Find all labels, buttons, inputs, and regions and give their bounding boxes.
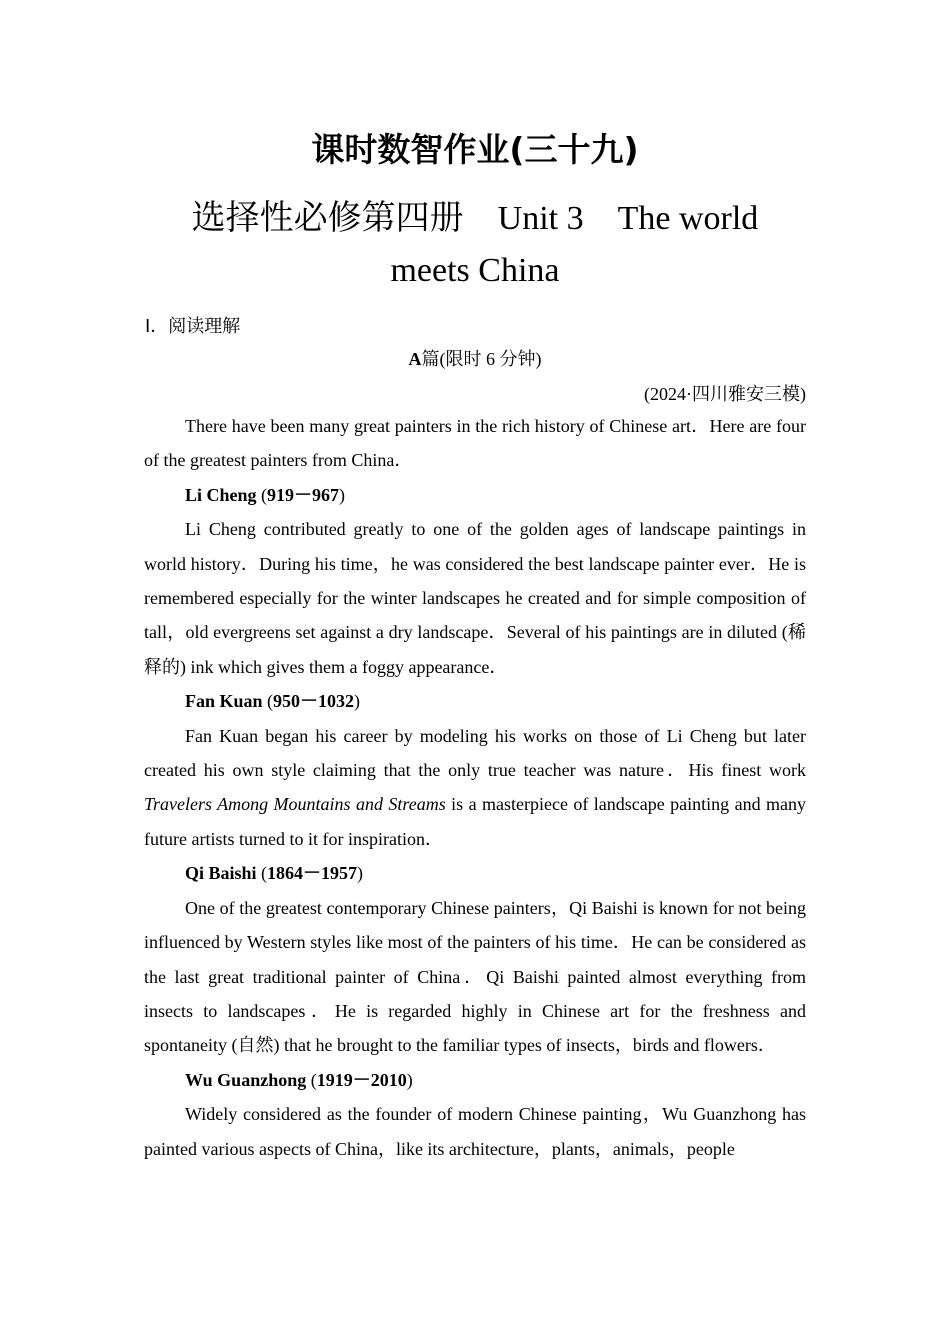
assignment-title: 课时数智作业(三十九) <box>311 130 639 169</box>
painter-heading: Li Cheng (919－967) <box>185 484 346 505</box>
painter-name: Wu Guanzhong <box>185 1069 307 1090</box>
passage-time-limit: 篇(限时 6 分钟) <box>421 349 542 369</box>
painter-paragraph: Widely considered as the founder of modern Chinese painting，Wu Guanzhong has painted various aspects of China，like its architecture，plants，animals，people <box>144 1104 806 1159</box>
paragraph-text: Fan Kuan began his career by modeling his works on those of Li Cheng but later created his own style claiming that the only true teacher was nature．His finest work <box>144 725 806 781</box>
painter-heading: Fan Kuan (950－1032) <box>185 691 361 712</box>
paragraph-text: is a masterpiece of landscape painting and many future artists turned to it for inspiration． <box>144 794 806 849</box>
painter-years: 1864－1957 <box>267 863 358 884</box>
intro-paragraph: There have been many great painters in the rich history of Chinese art．Here are four of the greatest painters from China． <box>144 416 806 471</box>
painter-name: Fan Kuan <box>185 691 263 712</box>
painter-heading: Qi Baishi (1864－1957) <box>185 863 364 884</box>
painter-name: Qi Baishi <box>185 863 257 884</box>
section-heading: Ⅰ．阅读理解 <box>145 316 241 337</box>
painter-paragraph: One of the greatest contemporary Chinese painters，Qi Baishi is known for not being influenced by Western styles like most of the painters of his time．He can be considered as the last great traditional painter of China．Qi Baishi painted almost everything from insects to landscapes．He is regarded highly in Chinese art for the freshness and spontaneity (自然) that he brought to the familiar types of insects，birds and flowers． <box>144 897 806 1056</box>
passage-letter: A <box>408 349 422 369</box>
unit-subtitle-line1: 选择性必修第四册 Unit 3 The world <box>191 200 759 237</box>
painter-years: 919－967 <box>267 484 340 505</box>
source-citation: (2024·四川雅安三模) <box>644 384 806 404</box>
artwork-title: Travelers Among Mountains and Streams <box>144 794 446 815</box>
painter-name: Li Cheng <box>185 484 257 505</box>
painter-paragraph: Li Cheng contributed greatly to one of the golden ages of landscape paintings in world history．During his time，he was considered the best landscape painter ever．He is remembered especially for the winter landscapes he created and for simple composition of tall，old evergreens set against a dry landscape．Several of his paintings are in diluted (稀释的) ink which gives them a foggy appearance． <box>144 519 806 677</box>
passage-label <box>0 345 950 371</box>
painter-years: 950－1032 <box>273 691 355 712</box>
painter-heading: Wu Guanzhong (1919－2010) <box>185 1069 413 1090</box>
unit-subtitle-line2: meets China <box>390 252 560 289</box>
painter-paragraph <box>144 719 806 857</box>
passage-body <box>144 409 806 1166</box>
painter-years: 1919－2010 <box>316 1069 407 1090</box>
